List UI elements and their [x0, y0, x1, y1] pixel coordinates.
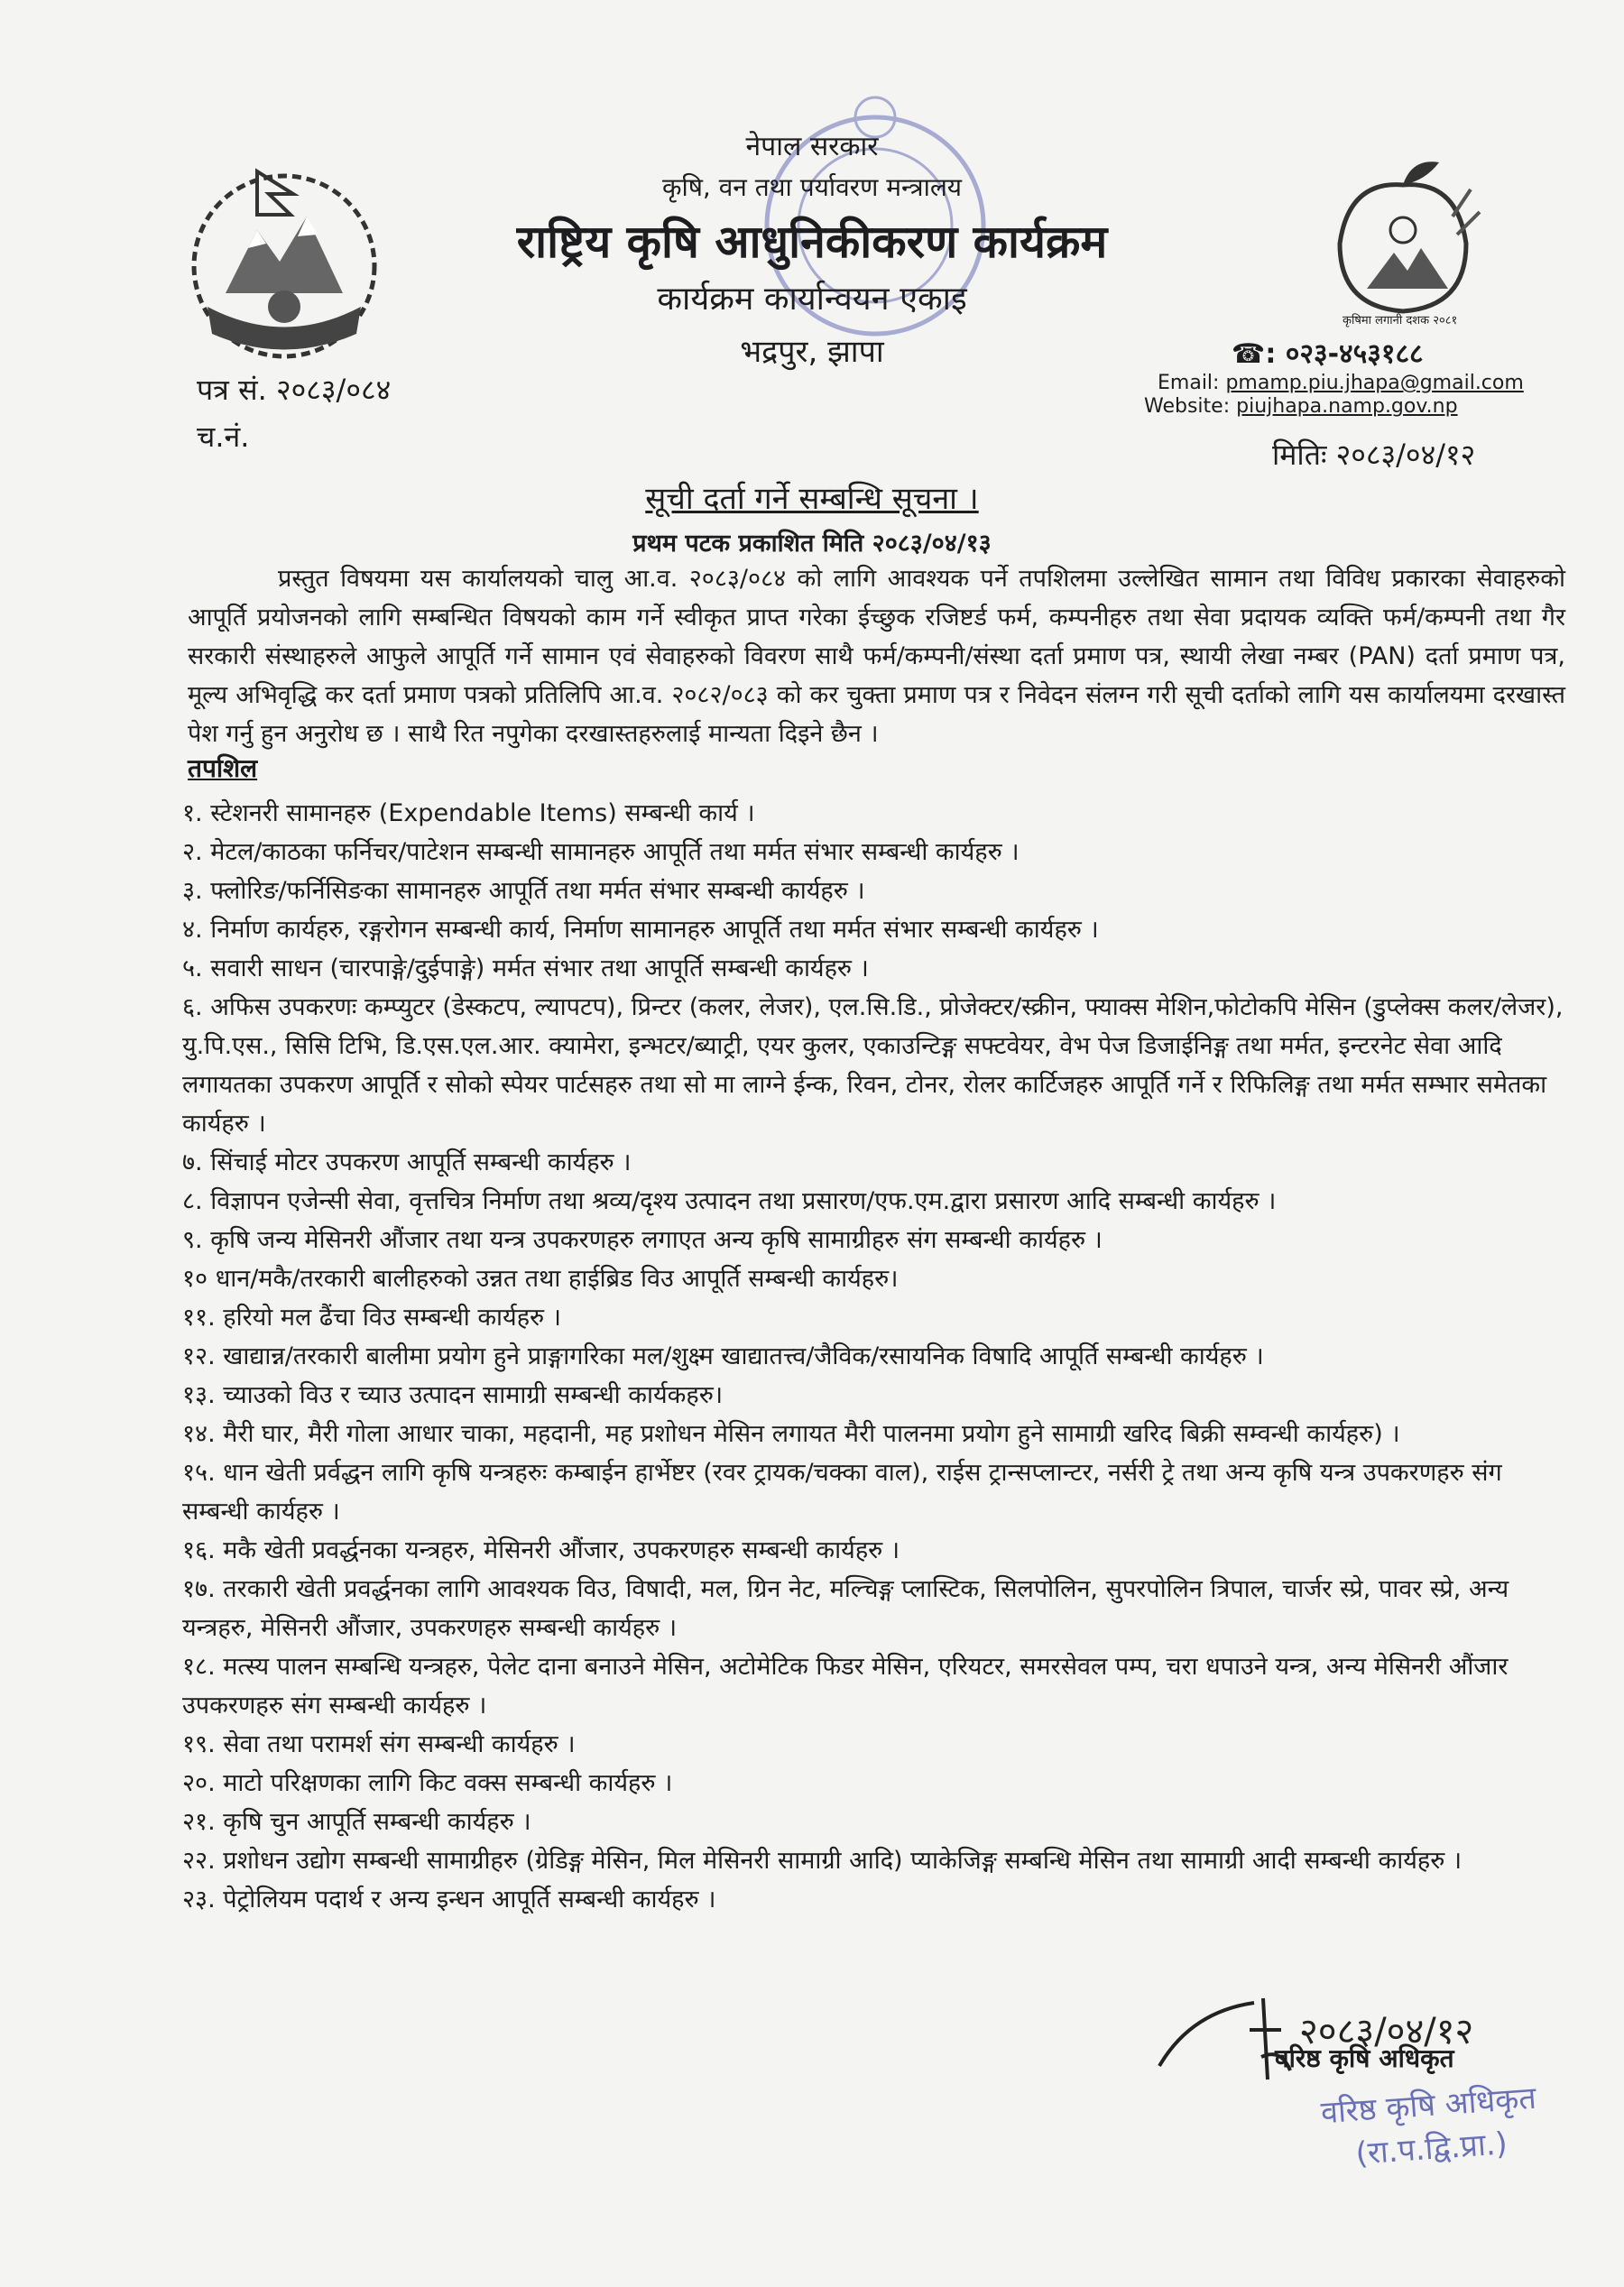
list-item-text: विज्ञापन एजेन्सी सेवा, वृत्तचित्र निर्माण तथा श्रव्य/दृश्य उत्पादन तथा प्रसारण/एफ.एम.द्वारा प्रसारण आदि सम्बन्धी कार्यहरु ।	[210, 1187, 1277, 1215]
list-item	[182, 1415, 1572, 1453]
list-item-text: कृषि चुन आपूर्ति सम्बन्धी कार्यहरु ।	[223, 1808, 531, 1836]
list-item	[182, 1376, 1572, 1415]
list-item	[182, 1803, 1572, 1841]
list-item-number: १६.	[182, 1536, 216, 1564]
program-name: राष्ट्रिय कृषि आधुनिकीकरण कार्यक्रम	[516, 216, 1108, 268]
list-item-text: मकै खेती प्रवर्द्धनका यन्त्रहरु, मेसिनरी औंजार, उपकरणहरु सम्बन्धी कार्यहरु ।	[223, 1536, 900, 1564]
list-item-text: तरकारी खेती प्रवर्द्धनका लागि आवश्यक विउ, विषादी, मल, ग्रिन नेट, मल्चिङ्ग प्लास्टिक, सिलपोलिन, सुपरपोलिन त्रिपाल, चार्जर स्प्रे, पावर स्प्रे, अन्य यन्त्रहरु, मेसिनरी औंजार, उपकरणहरु सम्बन्धी कार्यहरु ।	[182, 1575, 1509, 1642]
nepal-government-emblem	[171, 144, 397, 370]
list-item-number: ८.	[182, 1187, 203, 1215]
list-item-text: मेटल/काठका फर्निचर/पाटेशन सम्बन्धी सामानहरु आपूर्ति तथा मर्मत संभार सम्बन्धी कार्यहरु ।	[210, 838, 1020, 866]
list-item	[182, 1182, 1572, 1221]
list-item	[182, 1764, 1572, 1803]
list-item	[182, 1841, 1572, 1880]
list-item-number: १२.	[182, 1342, 216, 1370]
list-item	[182, 871, 1572, 910]
notice-title	[0, 476, 1624, 518]
list-item-text: पेट्रोलियम पदार्थ र अन्य इन्धन आपूर्ति सम्बन्धी कार्यहरु ।	[223, 1886, 716, 1914]
list-item-number: १४.	[182, 1420, 216, 1448]
list-item-text: च्याउको विउ र च्याउ उत्पादन सामाग्री सम्बन्धी कार्यकहरु।	[223, 1381, 724, 1409]
list-item	[182, 1880, 1572, 1919]
officer-stamp	[1296, 2075, 1564, 2180]
list-item-number: ५.	[182, 954, 203, 982]
list-item	[182, 1725, 1572, 1764]
letter-reference-number: पत्र सं. २०८३/०८४	[197, 373, 392, 407]
list-item-text: मत्स्य पालन सम्बन्धि यन्त्रहरु, पेलेट दाना बनाउने मेसिन, अटोमेटिक फिडर मेसिन, एरियटर, समरसेवल पम्प, चरा धपाउने यन्त्र, अन्य मेसिनरी औंजार उपकरणहरु संग सम्बन्धी कार्यहरु ।	[182, 1653, 1509, 1720]
list-item-number: १८.	[182, 1653, 216, 1681]
list-item	[182, 1531, 1572, 1570]
list-item-number: १९.	[182, 1730, 216, 1758]
notice-title-text: सूची दर्ता गर्ने सम्बन्धि सूचना ।	[645, 481, 979, 517]
list-item-number: ३.	[182, 877, 203, 905]
list-item	[182, 1221, 1572, 1259]
list-item-text: कृषि जन्य मेसिनरी औंजार तथा यन्त्र उपकरणहरु लगाएत अन्य कृषि सामाग्रीहरु संग सम्बन्धी कार्यहरु ।	[210, 1226, 1103, 1254]
signature-date: २०८३/०४/१२	[1299, 2011, 1474, 2052]
officer-stamp-line2: (रा.प.द्वि.प्रा.)	[1354, 2126, 1509, 2172]
list-item-number: ९.	[182, 1226, 203, 1254]
list-item-number: २३.	[182, 1886, 216, 1914]
list-item	[182, 1453, 1572, 1531]
list-item-number: २१.	[182, 1808, 216, 1836]
list-item-number: २०.	[182, 1769, 216, 1797]
letter-date: मितिः २०८३/०४/१२	[1272, 438, 1476, 472]
list-item-text: माटो परिक्षणका लागि किट वक्स सम्बन्धी कार्यहरु ।	[223, 1769, 673, 1797]
list-item-number: १०	[182, 1265, 208, 1293]
list-item-text: निर्माण कार्यहरु, रङ्गरोगन सम्बन्धी कार्य, निर्माण सामानहरु आपूर्ति तथा मर्मत संभार सम्बन्धी कार्यहरु ।	[210, 916, 1099, 944]
list-item-number: १७.	[182, 1575, 216, 1603]
list-item-text: सेवा तथा परामर्श संग सम्बन्धी कार्यहरु ।	[223, 1730, 576, 1758]
list-item	[182, 1259, 1572, 1298]
list-item-text: धान/मकै/तरकारी बालीहरुको उन्नत तथा हाईब्रिड विउ आपूर्ति सम्बन्धी कार्यहरु।	[215, 1265, 899, 1293]
list-item-number: २२.	[182, 1847, 216, 1875]
list-item	[182, 988, 1572, 1143]
website-label: Website:	[1144, 395, 1231, 418]
list-item-number: १३.	[182, 1381, 216, 1409]
government-name: नेपाल सरकार	[745, 131, 879, 162]
dispatch-number: च.नं.	[197, 420, 250, 454]
list-item	[182, 1298, 1572, 1337]
list-item-number: ७.	[182, 1148, 203, 1176]
list-item-text: सवारी साधन (चारपाङ्गे/दुईपाङ्गे) मर्मत संभार तथा आपूर्ति सम्बन्धी कार्यहरु ।	[210, 954, 869, 982]
list-item-text: अफिस उपकरणः कम्प्युटर (डेस्कटप, ल्यापटप), प्रिन्टर (कलर, लेजर), एल.सि.डि., प्रोजेक्टर/स्क्रीन, फ्याक्स मेशिन,फोटोकपि मेसिन (डुप्लेक्स कलर/लेजर), यु.पि.एस., सिसि टिभि, डि.एस.एल.आर. क्यामेरा, इन्भटर/ब्याट्री, एयर कुलर, एकाउन्टिङ्ग सफ्टवेयर, वेभ पेज डिजाईनिङ्ग तथा मर्मत, इन्टरनेट सेवा आदि लगायतका उपकरण आपूर्ति र सोको स्पेयर पार्टसहरु तथा सो मा लाग्ने ईन्क, रिवन, टोनर, रोलर कार्टिजहरु आपूर्ति गर्ने र रिफिलिङ्ग तथा मर्मत सम्भार समेतका कार्यहरु ।	[182, 993, 1564, 1138]
email-line	[1158, 372, 1524, 394]
list-item-text: मैरी घार, मैरी गोला आधार चाका, महदानी, मह प्रशोधन मेसिन लगायत मैरी पालनमा प्रयोग हुने सामाग्री खरिद बिक्री सम्वन्धी कार्यहरु) ।	[223, 1420, 1400, 1448]
details-heading: तपशिल	[188, 753, 258, 783]
list-item-text: फ्लोरिङ/फर्निसिङका सामानहरु आपूर्ति तथा मर्मत संभार सम्बन्धी कार्यहरु ।	[210, 877, 865, 905]
logo-caption: कृषिमा लगानी दशक २०८१	[1343, 314, 1458, 327]
list-item	[182, 1570, 1572, 1647]
list-item-text: स्टेशनरी सामानहरु (Expendable Items) सम्बन्धी कार्य ।	[210, 799, 755, 827]
email-label: Email:	[1158, 372, 1220, 394]
office-location: भद्रपुर, झापा	[740, 334, 884, 370]
list-item	[182, 910, 1572, 949]
agriculture-decade-logo	[1313, 153, 1493, 334]
list-item	[182, 1647, 1572, 1725]
list-item-text: हरियो मल ढैंचा विउ सम्बन्धी कार्यहरु ।	[223, 1304, 562, 1332]
website-link[interactable]: piujhapa.namp.gov.np	[1236, 395, 1458, 418]
unit-name: कार्यक्रम कार्यान्वयन एकाइ	[657, 281, 967, 318]
list-item-number: ६.	[182, 993, 203, 1021]
list-item	[182, 794, 1572, 833]
officer-stamp-line1: वरिष्ठ कृषि अधिकृत	[1319, 2080, 1537, 2132]
list-item	[182, 1143, 1572, 1182]
list-item	[182, 949, 1572, 988]
service-category-list	[182, 794, 1572, 1919]
website-line	[1144, 395, 1458, 418]
notice-body-paragraph: प्रस्तुत विषयमा यस कार्यालयको चालु आ.व. २०८३/०८४ को लागि आवश्यक पर्ने तपशिलमा उल्लेखित सामान तथा विविध प्रकारका सेवाहरुको आपूर्ति प्रयोजनको लागि सम्बन्धित विषयको काम गर्ने स्वीकृत प्राप्त गरेका ईच्छुक रजिष्टर्ड फर्म, कम्पनीहरु तथा सेवा प्रदायक व्यक्ति फर्म/कम्पनी तथा गैर सरकारी संस्थाहरुले आफुले आपूर्ति गर्ने सामान एवं सेवाहरुको विवरण साथै फर्म/कम्पनी/संस्था दर्ता प्रमाण पत्र, स्थायी लेखा नम्बर (PAN) दर्ता प्रमाण पत्र, मूल्य अभिवृद्धि कर दर्ता प्रमाण पत्रको प्रतिलिपि आ.व. २०८२/०८३ को कर चुक्ता प्रमाण पत्र र निवेदन संलग्न गरी सूची दर्ताको लागि यस कार्यालयमा दरखास्त पेश गर्नु हुन अनुरोध छ । साथै रित नपुगेका दरखास्तहरुलाई मान्यता दिइने छैन ।	[188, 565, 1565, 748]
list-item-text: खाद्यान्न/तरकारी बालीमा प्रयोग हुने प्राङ्गागरिका मल/शुक्ष्म खाद्यातत्त्व/जैविक/रसायनिक विषादि आपूर्ति सम्बन्धी कार्यहरु ।	[223, 1342, 1264, 1370]
signatory-title: वरिष्ठ कृषि अधिकृत	[1275, 2043, 1454, 2073]
email-link[interactable]: pmamp.piu.jhapa@gmail.com	[1225, 372, 1524, 394]
ministry-name: कृषि, वन तथा पर्यावरण मन्त्रालय	[661, 172, 963, 202]
list-item-text: प्रशोधन उद्योग सम्बन्धी सामाग्रीहरु (ग्रेडिङ्ग मेसिन, मिल मेसिनरी सामाग्री आदि) प्याकेजिङ्ग सम्बन्धि मेसिन तथा सामाग्री आदी सम्बन्धी कार्यहरु ।	[223, 1847, 1463, 1875]
list-item	[182, 833, 1572, 871]
list-item-number: ४.	[182, 916, 203, 944]
phone-number: ☎: ०२३-४५३१८८	[1232, 338, 1424, 370]
list-item-number: १५.	[182, 1459, 216, 1487]
list-item-text: सिंचाई मोटर उपकरण आपूर्ति सम्बन्धी कार्यहरु ।	[210, 1148, 632, 1176]
list-item-number: ११.	[182, 1304, 216, 1332]
list-item	[182, 1337, 1572, 1376]
publication-date-line: प्रथम पटक प्रकाशित मिति २०८३/०४/१३	[632, 530, 992, 558]
list-item-text: धान खेती प्रर्वद्धन लागि कृषि यन्त्रहरुः कम्बाईन हार्भेष्टर (रवर ट्रायक/चक्का वाल), राईस ट्रान्सप्लान्टर, नर्सरी ट्रे तथा अन्य कृषि यन्त्र उपकरणहरु संग सम्बन्धी कार्यहरु ।	[182, 1459, 1502, 1526]
list-item-number: २.	[182, 838, 203, 866]
list-item-number: १.	[182, 799, 203, 827]
